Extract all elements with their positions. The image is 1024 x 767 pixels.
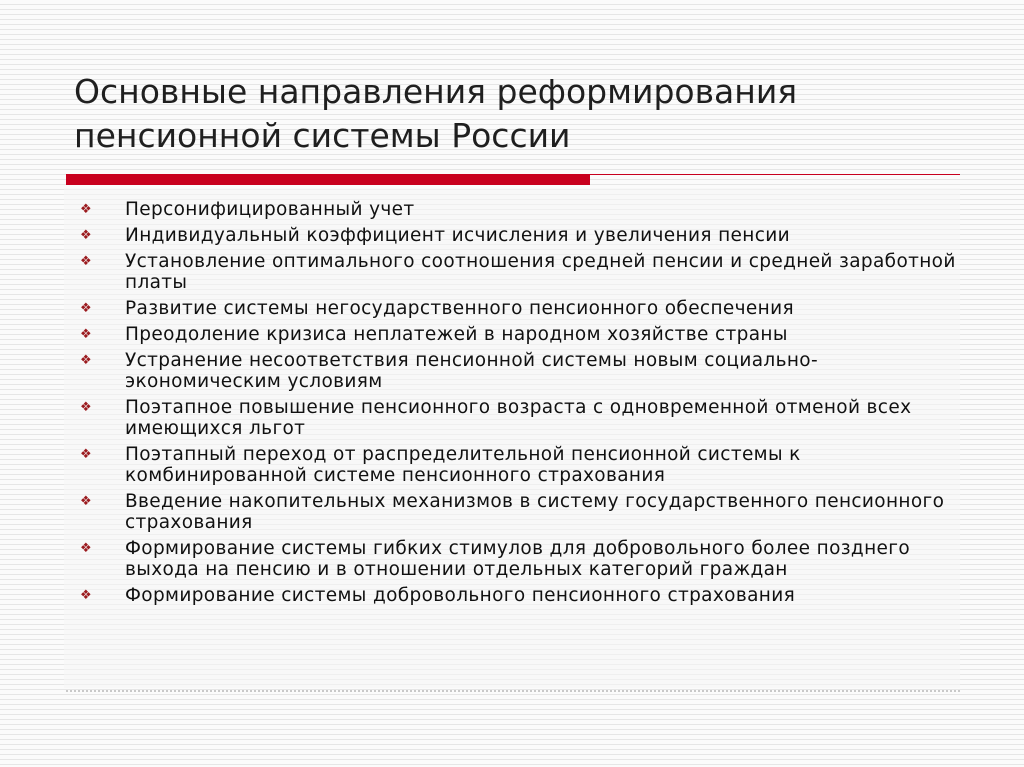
title-accent-bar — [66, 174, 590, 185]
list-item-text: Персонифицированный учет — [125, 199, 415, 220]
bottom-dotted-rule — [66, 690, 960, 692]
diamond-bullet-icon: ❖ — [79, 494, 92, 509]
list-item — [76, 444, 956, 486]
diamond-bullet-icon: ❖ — [79, 447, 92, 462]
list-item-text: Формирование системы добровольного пенсионного страхования — [125, 585, 796, 606]
list-item — [76, 199, 956, 220]
diamond-bullet-icon: ❖ — [79, 400, 92, 415]
diamond-bullet-icon: ❖ — [79, 254, 92, 269]
list-item — [76, 298, 956, 319]
title-accent-rule — [590, 174, 960, 175]
list-item — [76, 324, 956, 345]
list-item — [76, 491, 956, 533]
list-item-text: Индивидуальный коэффициент исчисления и увеличения пенсии — [125, 225, 790, 246]
list-item-text: Развитие системы негосударственного пенсионного обеспечения — [125, 298, 794, 319]
diamond-bullet-icon: ❖ — [79, 327, 92, 342]
list-item-text: Формирование системы гибких стимулов для добровольного более позднего выхода на пенсию и в отношении отдельных категорий граждан — [125, 538, 910, 580]
bullet-list — [76, 199, 956, 611]
diamond-bullet-icon: ❖ — [79, 228, 92, 243]
list-item-text: Установление оптимального соотношения средней пенсии и средней заработной платы — [125, 251, 956, 293]
list-item-text: Поэтапный переход от распределительной пенсионной системы к комбинированной системе пенсионного страхования — [125, 444, 801, 486]
slide-title-line-2: пенсионной системы России — [74, 116, 571, 155]
diamond-bullet-icon: ❖ — [79, 202, 92, 217]
list-item — [76, 397, 956, 439]
list-item — [76, 350, 956, 392]
list-item-text: Поэтапное повышение пенсионного возраста с одновременной отменой всех имеющихся льгот — [125, 397, 912, 439]
slide-title-line-1: Основные направления реформирования — [74, 72, 798, 111]
list-item — [76, 538, 956, 580]
list-item-text: Преодоление кризиса неплатежей в народном хозяйстве страны — [125, 324, 788, 345]
diamond-bullet-icon: ❖ — [79, 588, 92, 603]
diamond-bullet-icon: ❖ — [79, 301, 92, 316]
list-item — [76, 585, 956, 606]
slide-title — [74, 70, 974, 158]
list-item-text: Устранение несоответствия пенсионной системы новым социально-экономическим условиям — [125, 350, 819, 392]
diamond-bullet-icon: ❖ — [79, 541, 92, 556]
list-item — [76, 251, 956, 293]
list-item-text: Введение накопительных механизмов в систему государственного пенсионного страхования — [125, 491, 945, 533]
diamond-bullet-icon: ❖ — [79, 353, 92, 368]
list-item — [76, 225, 956, 246]
